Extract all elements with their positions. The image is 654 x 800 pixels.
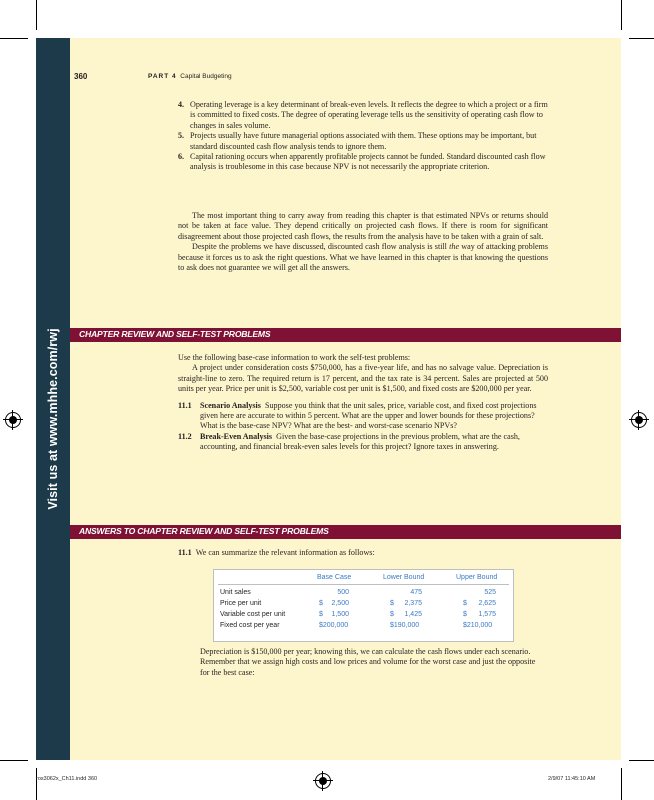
section-intro: Use the following base-case information to work the self-test problems:	[178, 353, 411, 362]
part-label: PART 4	[148, 73, 177, 80]
footer-timestamp: 2/9/07 11:45:10 AM	[548, 776, 596, 782]
summary-list	[178, 100, 548, 173]
section-heading-answers: ANSWERS TO CHAPTER REVIEW AND SELF-TEST PROBLEMS	[70, 525, 621, 539]
page-number: 360	[74, 72, 88, 81]
answer-intro: 11.1 We can summarize the relevant information as follows:	[178, 548, 375, 557]
footer-file: ros3062x_Ch11.indd 360	[36, 776, 98, 782]
registration-mark-icon	[315, 773, 331, 789]
list-item: 4. Operating leverage is a key determinant of break-even levels. It reflects the degree to which a project or a firm is committed to fixed costs. The degree of operating leverage tells us the sensitivity of operating cash flow to changes in sales volume.	[178, 100, 548, 130]
running-header	[148, 73, 232, 80]
body-text	[178, 211, 548, 273]
list-item: 5. Projects usually have future managerial options associated with them. These options may be important, but standard discounted cash flow analysis tends to ignore them.	[178, 131, 537, 151]
table-header: Base Case	[317, 574, 352, 581]
problem-item: 11.2 Break-Even Analysis Given the base-case projections in the previous problem, what are the cash, accounting, and financial break-even sales levels for this project? Ignore taxes in answering.	[178, 431, 520, 452]
paragraph: Despite the problems we have discussed, discounted cash flow analysis is still the way of attacking problems because it forces us to ask the right questions. What we have learned in this chapter is that knowing the questions to ask does not guarantee we will get all the answers.	[178, 242, 548, 273]
registration-mark-icon	[5, 412, 21, 428]
part-title: Capital Budgeting	[180, 73, 232, 80]
section-review-body	[178, 353, 548, 453]
sidebar-url-text: Visit us at www.mhhe.com/rwj	[46, 328, 60, 510]
paragraph: The most important thing to carry away from reading this chapter is that estimated NPVs or returns should not be taken at face value. They depend critically on projected cash flows. If there is room for significant disagreement about those projected cash flows, the results from the analysis have to be taken with a grain of salt.	[178, 211, 548, 241]
table-header: Upper Bound	[456, 574, 498, 581]
table-header: Lower Bound	[383, 574, 425, 581]
section-heading-review: CHAPTER REVIEW AND SELF-TEST PROBLEMS	[70, 328, 621, 342]
list-item: 6. Capital rationing occurs when apparently profitable projects cannot be funded. Standard discounted cash flow analysis is troublesome in this case because NPV is not necessarily the appropriate criterion.	[178, 152, 546, 172]
base-case-text: A project under consideration costs $750,000, has a five-year life, and has no salvage value. Depreciation is straight-line to zero. The required return is 17 percent, and the tax rate is 34 percent. Sales are projected at 500 units per year. Price per unit is $2,500, variable cost per unit is $1,500, and fixed costs are $200,000 per year.	[178, 363, 548, 394]
registration-mark-icon	[631, 412, 647, 428]
problem-item: 11.1 Scenario Analysis Suppose you think that the unit sales, price, variable cost, and fixed cost projections given here are accurate to within 5 percent. What are the upper and lower bounds for these projections? What is the base-case NPV? What are the best- and worst-case scenario NPVs?	[178, 400, 537, 431]
scenario-table: Base Case Lower Bound Upper Bound Unit sales 500 475 525 Price per unit $ 2,500 $ 2,375 $ 2,625 Variable cost per unit $ 1,500 $ 1,425 $ 1,575 Fixed cost per year $200,000 $190,000 $210,000	[213, 569, 514, 642]
after-table-text: Depreciation is $150,000 per year; knowing this, we can calculate the cash flows under each scenario. Remember that we assign high costs and low prices and volume for the worst case and just the opposite for the best case:	[200, 647, 536, 677]
